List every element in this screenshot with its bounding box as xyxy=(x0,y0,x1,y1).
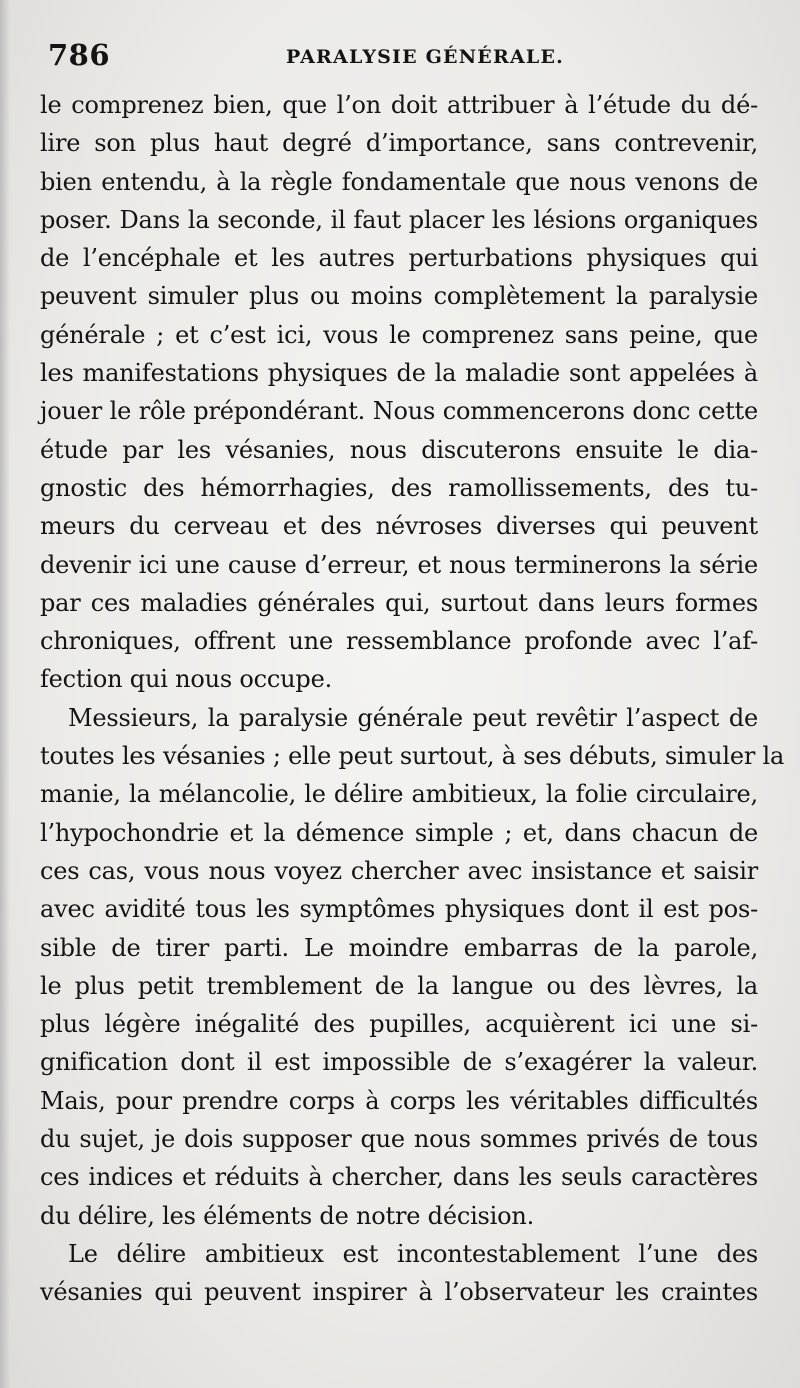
text-line: devenir ici une cause d’erreur, et nous terminerons la série xyxy=(40,550,758,579)
text-line: jouer le rôle prépondérant. Nous commencerons donc cette xyxy=(40,397,758,426)
text-line: fection qui nous occupe. xyxy=(40,665,333,694)
text-line: peuvent simuler plus ou moins complètement la paralysie xyxy=(40,282,758,311)
text-line: gnification dont il est impossible de s’exagérer la valeur. xyxy=(40,1048,758,1077)
text-line: manie, la mélancolie, le délire ambitieux, la folie circulaire, xyxy=(40,780,758,809)
text-line: vésanies qui peuvent inspirer à l’observateur les craintes xyxy=(40,1278,758,1307)
text-line: du délire, les éléments de notre décision. xyxy=(40,1201,535,1230)
paragraph-start-line: Messieurs, la paralysie générale peut revêtir l’aspect de xyxy=(68,703,758,732)
text-line: étude par les vésanies, nous discuterons ensuite le dia- xyxy=(40,435,758,464)
text-line: ces cas, vous nous voyez chercher avec insistance et saisir xyxy=(40,856,758,885)
text-line: poser. Dans la seconde, il faut placer les lésions organiques xyxy=(40,205,758,234)
text-line: chroniques, offrent une ressemblance profonde avec l’af- xyxy=(40,627,758,656)
body-text xyxy=(40,86,785,1312)
text-line: gnostic des hémorrhagies, des ramollissements, des tu- xyxy=(40,473,758,502)
text-line: ces indices et réduits à chercher, dans les seuls caractères xyxy=(40,1163,758,1192)
text-line: par ces maladies générales qui, surtout dans leurs formes xyxy=(40,588,758,617)
text-line: lire son plus haut degré d’importance, sans contrevenir, xyxy=(40,129,758,158)
text-line: l’hypochondrie et la démence simple ; et, dans chacun de xyxy=(40,818,758,847)
text-line: plus légère inégalité des pupilles, acquièrent ici une si- xyxy=(40,1010,758,1039)
text-line: générale ; et c’est ici, vous le comprenez sans peine, que xyxy=(40,320,758,349)
text-line: le plus petit tremblement de la langue ou des lèvres, la xyxy=(40,971,758,1000)
paragraph-start-line: Le délire ambitieux est incontestablement l’une des xyxy=(68,1239,758,1268)
text-line: bien entendu, à la règle fondamentale que nous venons de xyxy=(40,167,758,196)
text-line: de l’encéphale et les autres perturbations physiques qui xyxy=(40,244,758,273)
text-line: avec avidité tous les symptômes physiques dont il est pos- xyxy=(40,895,758,924)
text-line: meurs du cerveau et des névroses diverses qui peuvent xyxy=(40,512,758,541)
text-line: le comprenez bien, que l’on doit attribuer à l’étude du dé- xyxy=(40,91,758,119)
running-head xyxy=(48,38,752,78)
page-number: 786 xyxy=(48,38,111,72)
text-line: sible de tirer parti. Le moindre embarras de la parole, xyxy=(40,933,758,962)
running-title: PARALYSIE GÉNÉRALE. xyxy=(286,46,564,68)
text-line: les manifestations physiques de la maladie sont appelées à xyxy=(40,359,758,388)
text-line: toutes les vésanies ; elle peut surtout, à ses débuts, simuler la xyxy=(40,742,785,771)
text-line: du sujet, je dois supposer que nous sommes privés de tous xyxy=(40,1125,758,1154)
text-line: Mais, pour prendre corps à corps les véritables difficultés xyxy=(40,1086,758,1115)
